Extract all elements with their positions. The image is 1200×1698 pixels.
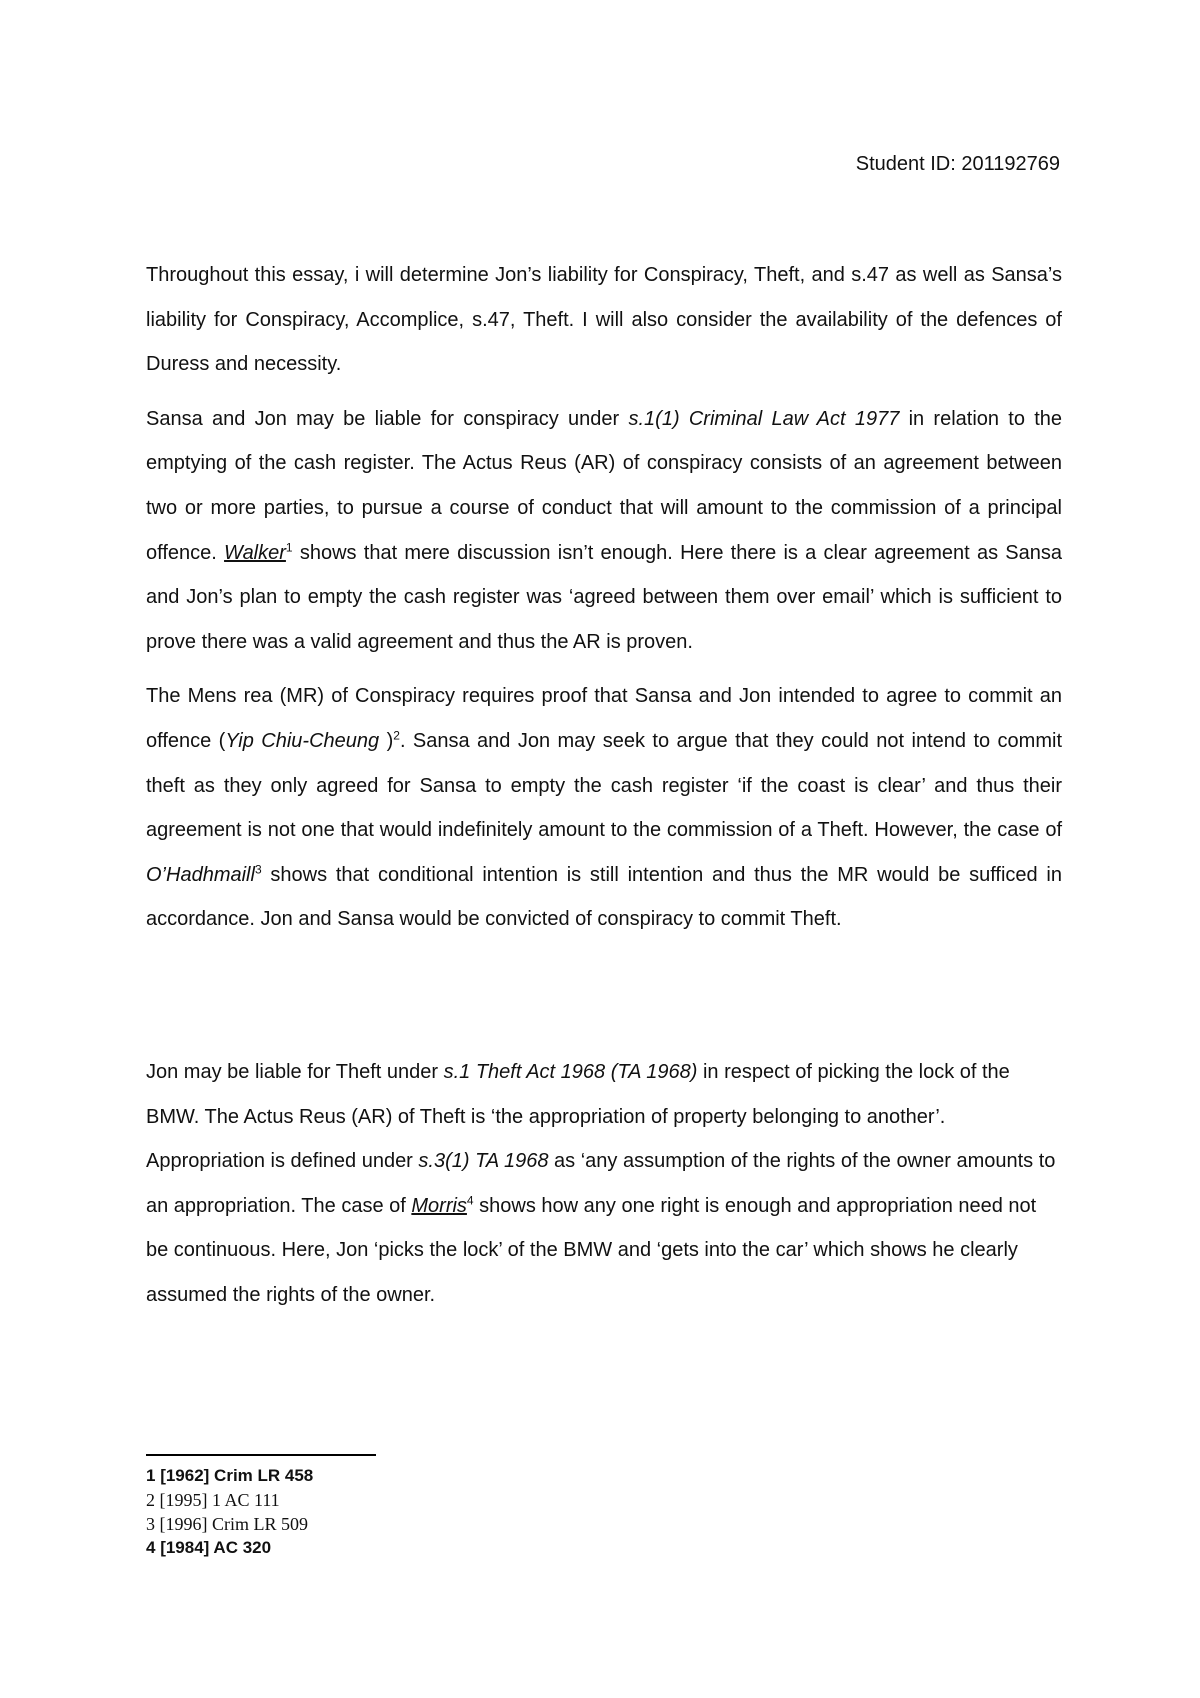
footnote-text: [1962] Crim LR 458 (155, 1466, 314, 1485)
paragraph-theft-ar (146, 1050, 1062, 1318)
footnote-number: 1 (146, 1466, 156, 1485)
footnote-separator (146, 1454, 376, 1456)
statute-reference: s.3(1) TA 1968 (418, 1150, 549, 1173)
text-run: in respect of picking the lock of the BMW. The Actus Reus (AR) of Theft is ‘the appropriation of property belonging to another’. Appropriation is defined under (146, 1060, 1010, 1173)
text-run: shows that conditional intention is still intention and thus the MR would be sufficed in accordance. Jon and Sansa would be convicted of conspiracy to commit Theft. (146, 863, 1062, 931)
footnote-number: 3 (146, 1514, 155, 1534)
text-run: in relation to the emptying of the cash register. The Actus Reus (AR) of conspiracy consists of an agreement between two or more parties, to pursue a course of conduct that will amount to the commission of a principal offence. (146, 407, 1063, 564)
footnote-marker: 4 (466, 1193, 474, 1208)
footnote-text: [1996] Crim LR 509 (155, 1514, 308, 1534)
student-id: Student ID: 201192769 (855, 153, 1060, 175)
case-reference-morris: Morris (411, 1194, 467, 1217)
paragraph-conspiracy-ar (146, 397, 1062, 665)
footnotes (146, 1464, 746, 1560)
text-run: The Mens rea (MR) of Conspiracy requires proof that Sansa and Jon intended to agree to commit an offence ( (146, 685, 1062, 752)
text-run: . Sansa and Jon may seek to argue that they could not intend to commit theft as they only agreed for Sansa to empty the cash register ‘if the coast is clear’ and thus their agreement is not one that would indefinitely amount to the commission of a Theft. However, the case of (146, 729, 1062, 842)
case-reference-ohadhmaill: O’Hadhmaill (146, 863, 255, 886)
footnote-marker: 3 (254, 862, 262, 877)
footnote-2 (146, 1488, 746, 1512)
statute-reference: s.1(1) Criminal Law Act 1977 (628, 407, 900, 430)
footnote-text: [1995] 1 AC 111 (155, 1490, 280, 1510)
footnote-marker: 2 (393, 728, 400, 743)
footnote-3 (146, 1512, 746, 1536)
text-run: shows how any one right is enough and appropriation need not be continuous. Here, Jon ‘picks the lock’ of the BMW and ‘gets into the car’ which shows he clearly assumed the rights of the owner. (146, 1194, 1037, 1306)
text-run: ) (379, 729, 394, 752)
paragraph-intro: Throughout this essay, i will determine Jon’s liability for Conspiracy, Theft, and s.47 as well as Sansa’s liability for Conspiracy, Accomplice, s.47, Theft. I will also consider the availability of the defences of Duress and necessity. (146, 264, 1062, 376)
footnote-text: [1984] AC 320 (155, 1538, 272, 1557)
footnote-4 (146, 1536, 746, 1560)
text-run: Sansa and Jon may be liable for conspiracy under (146, 407, 629, 430)
footnote-marker: 1 (285, 539, 293, 554)
case-reference-walker: Walker (224, 541, 286, 564)
footnote-1 (146, 1464, 746, 1488)
essay-body (146, 253, 1062, 1317)
paragraph-gap (146, 952, 1062, 1050)
footnote-number: 2 (146, 1490, 155, 1510)
footnote-number: 4 (146, 1538, 156, 1557)
text-run: Jon may be liable for Theft under (146, 1060, 444, 1083)
paragraph-conspiracy-mr (146, 674, 1062, 942)
text-run: shows that mere discussion isn’t enough. Here there is a clear agreement as Sansa and Jon’s plan to empty the cash register was ‘agreed between them over email’ which is sufficient to prove there was a valid agreement and thus the AR is proven. (146, 541, 1063, 653)
text-run: as ‘any assumption of the rights of the owner amounts to an appropriation. The case of (146, 1150, 1056, 1217)
statute-reference: s.1 Theft Act 1968 (TA 1968) (443, 1060, 698, 1083)
case-reference-yip: Yip Chiu-Cheung (225, 729, 380, 752)
